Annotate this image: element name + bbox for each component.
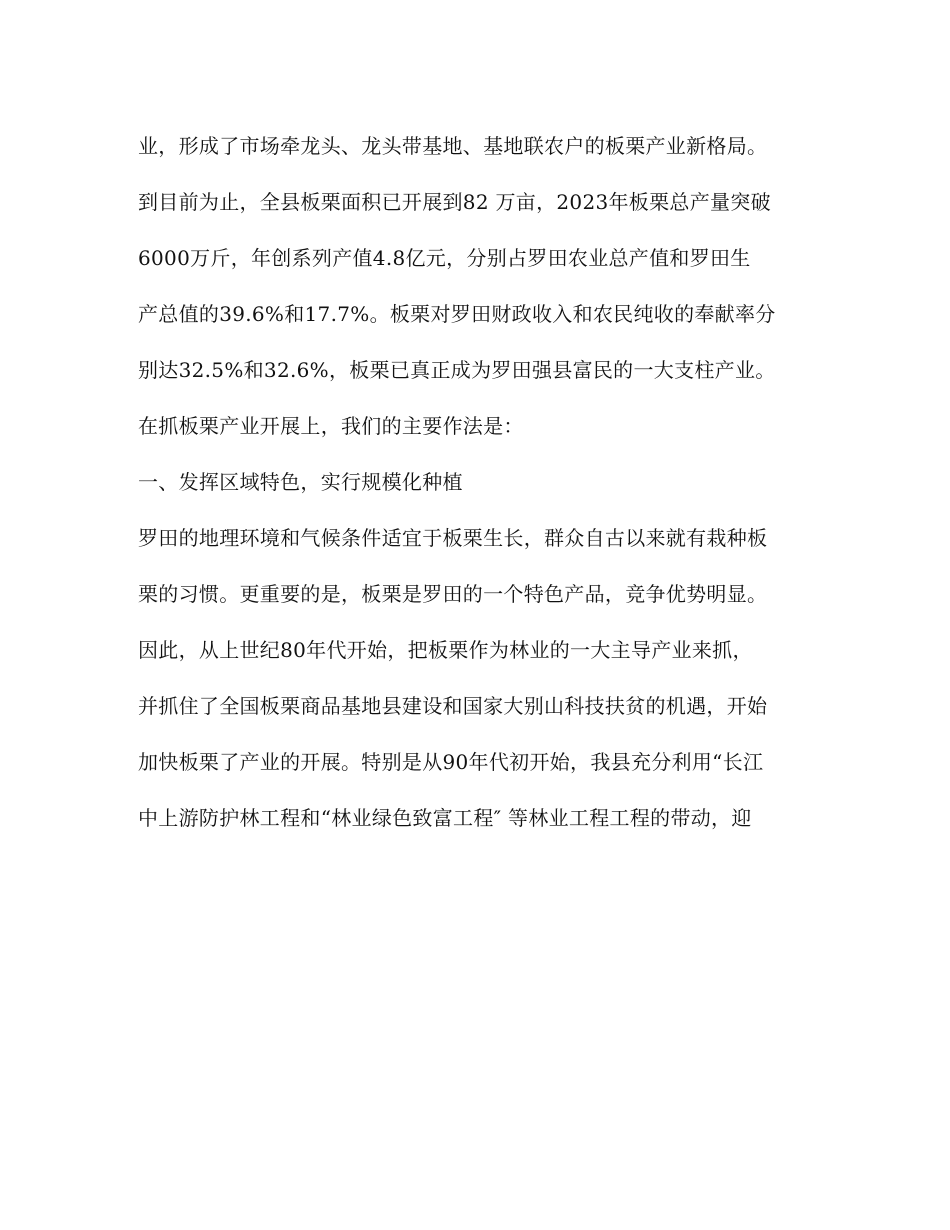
text-line: 在抓板栗产业开展上，我们的主要作法是： [138,414,524,438]
text-line: 业，形成了市场牵龙头、龙头带基地、基地联农户的板栗产业新格局。 [138,134,768,158]
text-line: 栗的习惯。更重要的是，板栗是罗田的一个特色产品，竞争优势明显。 [138,582,768,606]
text-line: 加快板栗了产业的开展。特别是从90年代初开始，我县充分利用“长江 [138,750,764,774]
text-line: 到目前为止，全县板栗面积已开展到82 万亩，2023年板栗总产量突破 [138,190,771,214]
text-line: 6000万斤，年创系列产值4.8亿元，分别占罗田农业总产值和罗田生 [138,246,751,270]
text-line: 罗田的地理环境和气候条件适宜于板栗生长，群众自古以来就有栽种板 [138,526,768,550]
text-line: 并抓住了全国板栗商品基地县建设和国家大别山科技扶贫的机遇，开始 [138,694,768,718]
text-line: 中上游防护林工程和“林业绿色致富工程″ 等林业工程工程的带动，迎 [138,806,752,830]
text-line: 因此，从上世纪80年代开始，把板栗作为林业的一大主导产业来抓， [138,638,753,662]
document-body [138,128,818,856]
text-line: 别达32.5%和32.6%，板栗已真正成为罗田强县富民的一大支柱产业。 [138,358,776,382]
text-line: 产总值的39.6%和17.7%。板栗对罗田财政收入和农民纯收的奉献率分 [138,302,776,326]
section-heading: 一、发挥区域特色，实行规模化种植 [138,470,463,494]
